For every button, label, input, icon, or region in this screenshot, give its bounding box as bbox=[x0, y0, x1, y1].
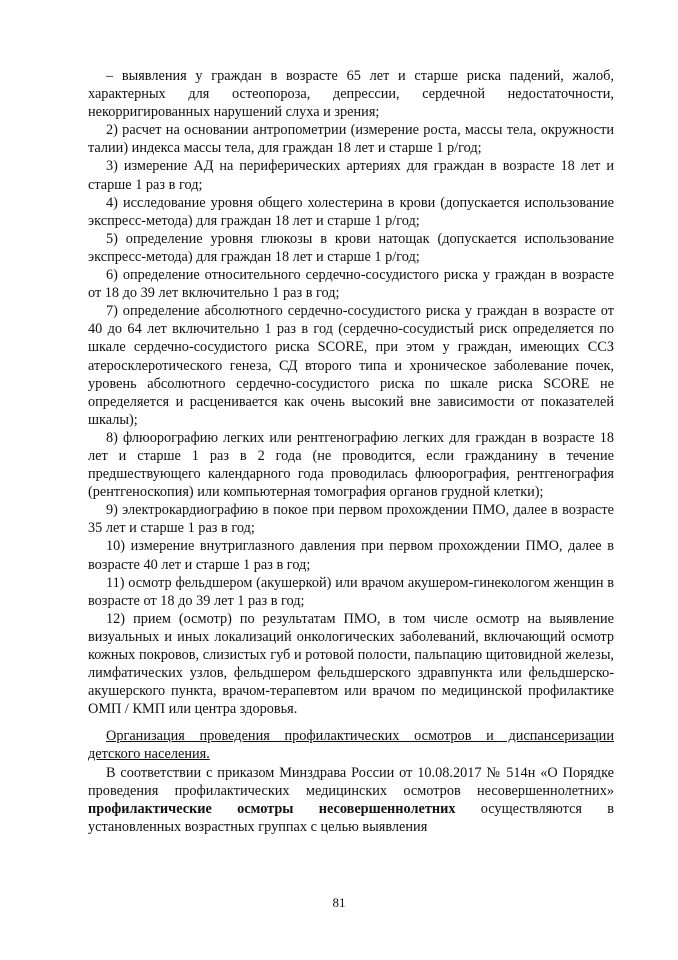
paragraph-item-6: 6) определение относительного сердечно-сосудистого риска у граждан в возрасте от 18 до 39 лет включительно 1 раз в год; bbox=[88, 267, 614, 302]
final-text-start: В соответствии с приказом Минздрава России от 10.08.2017 № 514н «О Порядке проведения профилактических медицинских осмотров несовершеннолетних» bbox=[88, 764, 614, 799]
section-heading: Организация проведения профилактических осмотров и диспансеризации детского населения. bbox=[88, 728, 614, 763]
paragraph-item-2: 2) расчет на основании антропометрии (измерение роста, массы тела, окружности талии) индекса массы тела, для граждан 18 лет и старше 1 р/год; bbox=[88, 122, 614, 157]
paragraph-item-8: 8) флюорографию легких или рентгенографию легких для граждан в возрасте 18 лет и старше 1 раз в 2 года (не проводится, если гражданину в течение предшествующего календарного года проводилась флюорография, рентгенография (рентгеноскопия) или компьютерная томография органов грудной клетки); bbox=[88, 429, 614, 501]
document-body bbox=[88, 67, 614, 836]
final-text-end: осуществляются в установленных возрастных группах с целью выявления bbox=[88, 800, 614, 835]
paragraph-item-7: 7) определение абсолютного сердечно-сосудистого риска у граждан в возрасте от 40 до 64 лет включительно 1 раз в год (сердечно-сосудистый риск определяется по шкале сердечно-сосудистого риска SCORE, при этом у граждан, имеющих ССЗ атеросклеротического генеза, СД второго типа и хроническое заболевание почек, уровень абсолютного сердечно-сосудистого риска по шкале риска SCORE не определяется и расценивается как очень высокий вне зависимости от показателей шкалы); bbox=[88, 303, 614, 428]
final-text-bold: профилактические осмотры несовершеннолетних bbox=[88, 800, 456, 817]
paragraph-item-10: 10) измерение внутриглазного давления при первом прохождении ПМО, далее в возрасте 40 лет и старше 1 раз в год; bbox=[88, 538, 614, 573]
paragraph-item-3: 3) измерение АД на периферических артериях для граждан в возрасте 18 лет и старше 1 раз в год; bbox=[88, 158, 614, 193]
paragraph-risk-elderly: – выявления у граждан в возрасте 65 лет и старше риска падений, жалоб, характерных для остеопороза, депрессии, сердечной недостаточности, некорригированных нарушений слуха и зрения; bbox=[88, 68, 614, 121]
paragraph-item-4: 4) исследование уровня общего холестерина в крови (допускается использование экспресс-метода) для граждан 18 лет и старше 1 р/год; bbox=[88, 194, 614, 229]
paragraph-final bbox=[88, 764, 614, 836]
paragraph-item-5: 5) определение уровня глюкозы в крови натощак (допускается использование экспресс-метода) для граждан 18 лет и старше 1 р/год; bbox=[88, 230, 614, 265]
paragraph-item-9: 9) электрокардиографию в покое при первом прохождении ПМО, далее в возрасте 35 лет и старше 1 раз в год; bbox=[88, 502, 614, 537]
page-number: 81 bbox=[332, 895, 346, 910]
paragraph-item-11: 11) осмотр фельдшером (акушеркой) или врачом акушером-гинекологом женщин в возрасте от 18 до 39 лет 1 раз в год; bbox=[88, 574, 614, 609]
paragraph-item-12: 12) прием (осмотр) по результатам ПМО, в том числе осмотр на выявление визуальных и иных локализаций онкологических заболеваний, включающий осмотр кожных покровов, слизистых губ и ротовой полости, пальпацию щитовидной железы, лимфатических узлов, фельдшером фельдшерского здравпункта или фельдшерско-акушерского пункта, врачом-терапевтом или врачом по медицинской профилактике ОМП / КМП или центра здоровья. bbox=[88, 610, 614, 718]
